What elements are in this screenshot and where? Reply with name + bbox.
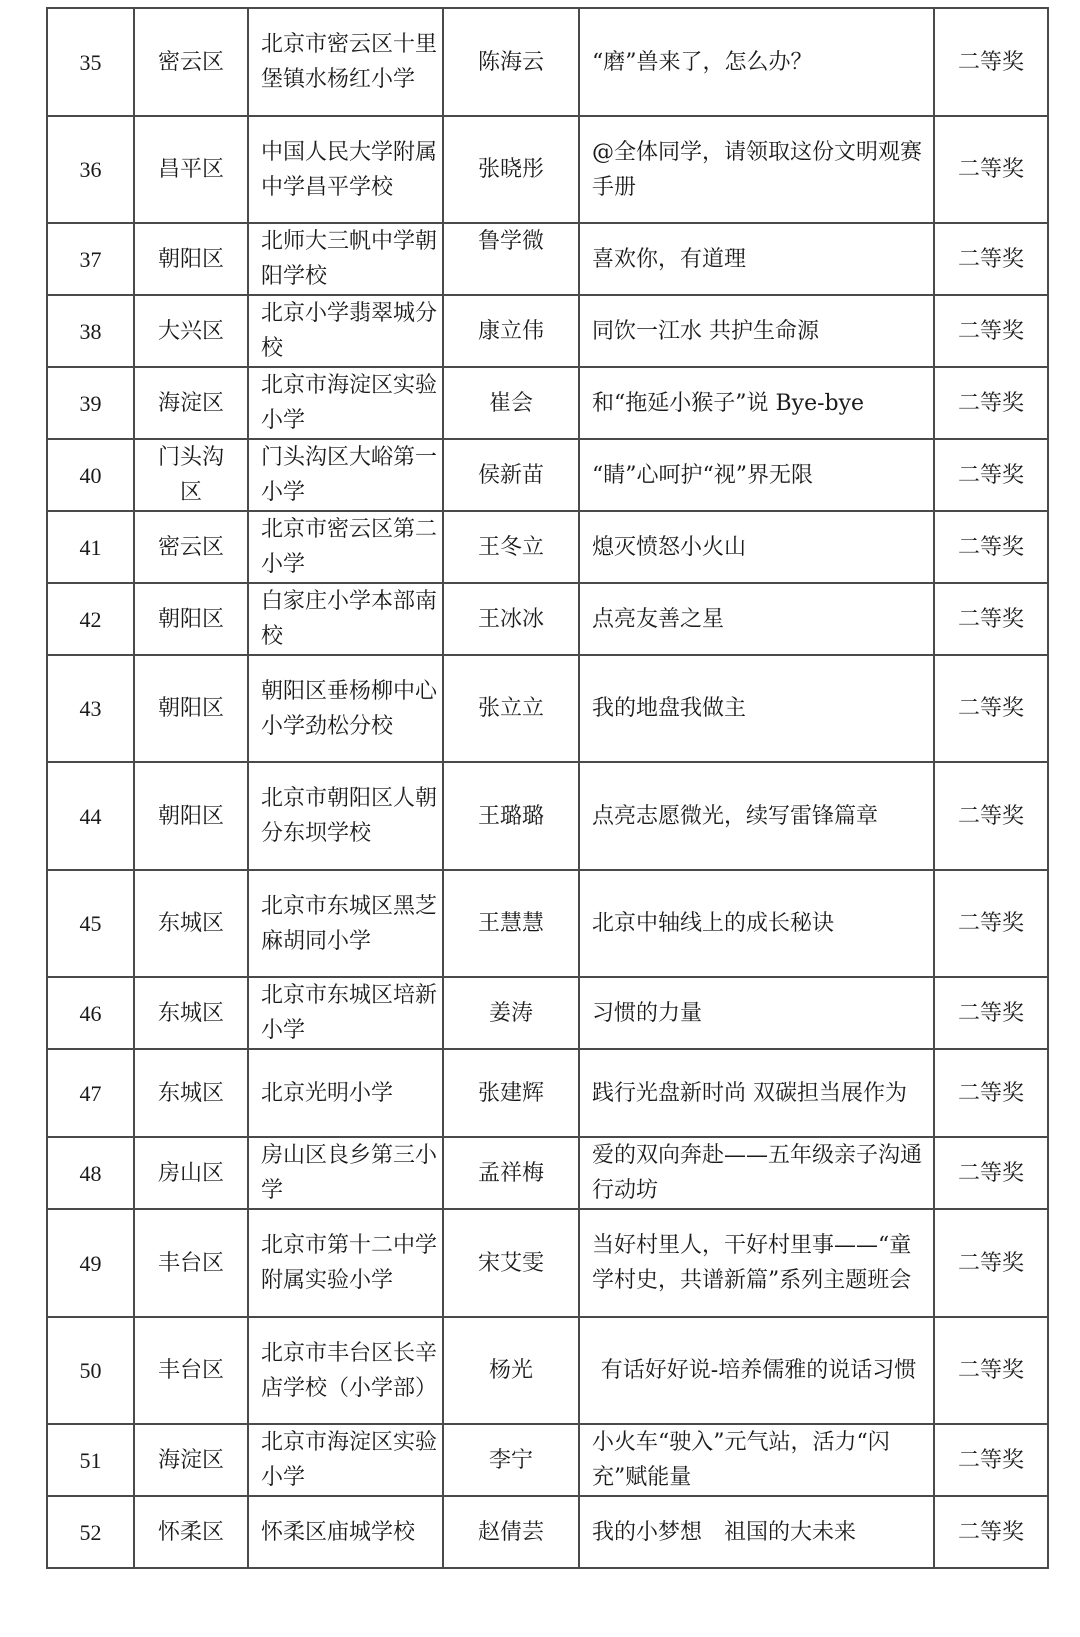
table-row (47, 439, 1048, 511)
cell-prize: 二等奖 (934, 8, 1048, 116)
cell-number: 43 (47, 655, 134, 762)
cell-district: 朝阳区 (134, 655, 248, 762)
cell-prize: 二等奖 (934, 1317, 1048, 1424)
cell-school: 北京光明小学 (248, 1049, 443, 1137)
cell-title: 点亮志愿微光，续写雷锋篇章 (579, 762, 934, 870)
cell-prize: 二等奖 (934, 762, 1048, 870)
cell-teacher: 王冬立 (443, 511, 579, 583)
cell-number: 50 (47, 1317, 134, 1424)
cell-district: 丰台区 (134, 1209, 248, 1317)
cell-school: 白家庄小学本部南校 (248, 583, 443, 655)
cell-district: 密云区 (134, 8, 248, 116)
cell-school: 北京小学翡翠城分校 (248, 295, 443, 367)
district-text: 门头沟区 (157, 445, 224, 505)
cell-school: 北京市海淀区实验小学 (248, 1424, 443, 1496)
table-row (47, 223, 1048, 295)
cell-teacher: 王慧慧 (443, 870, 579, 977)
cell-title: 当好村里人，干好村里事——“童学村史，共谱新篇”系列主题班会 (579, 1209, 934, 1317)
cell-school: 房山区良乡第三小学 (248, 1137, 443, 1209)
table-row (47, 1496, 1048, 1568)
cell-title: 熄灭愤怒小火山 (579, 511, 934, 583)
cell-school: 北京市东城区培新小学 (248, 977, 443, 1049)
cell-number: 42 (47, 583, 134, 655)
table-row (47, 1049, 1048, 1137)
cell-number: 37 (47, 223, 134, 295)
cell-title: 我的地盘我做主 (579, 655, 934, 762)
cell-title: 小火车“驶入”元气站，活力“闪充”赋能量 (579, 1424, 934, 1496)
cell-school: 门头沟区大峪第一小学 (248, 439, 443, 511)
cell-teacher: 侯新苗 (443, 439, 579, 511)
cell-teacher: 鲁学微 (443, 223, 579, 295)
cell-teacher: 宋艾雯 (443, 1209, 579, 1317)
cell-district: 东城区 (134, 977, 248, 1049)
cell-title: “磨”兽来了，怎么办？ (579, 8, 934, 116)
cell-prize: 二等奖 (934, 223, 1048, 295)
cell-school: 北京市东城区黑芝麻胡同小学 (248, 870, 443, 977)
cell-title: @全体同学，请领取这份文明观赛手册 (579, 116, 934, 223)
cell-school: 北京市密云区十里堡镇水杨红小学 (248, 8, 443, 116)
cell-prize: 二等奖 (934, 1424, 1048, 1496)
awards-table (46, 7, 1049, 1569)
table-row (47, 295, 1048, 367)
cell-teacher: 赵倩芸 (443, 1496, 579, 1568)
cell-title: 和“拖延小猴子”说 Bye-bye (579, 367, 934, 439)
cell-teacher: 康立伟 (443, 295, 579, 367)
cell-school: 北京市第十二中学附属实验小学 (248, 1209, 443, 1317)
cell-title: 北京中轴线上的成长秘诀 (579, 870, 934, 977)
cell-number: 52 (47, 1496, 134, 1568)
cell-teacher: 张立立 (443, 655, 579, 762)
table-row (47, 116, 1048, 223)
cell-teacher: 姜涛 (443, 977, 579, 1049)
cell-school: 朝阳区垂杨柳中心小学劲松分校 (248, 655, 443, 762)
cell-prize: 二等奖 (934, 116, 1048, 223)
cell-school: 怀柔区庙城学校 (248, 1496, 443, 1568)
cell-number: 41 (47, 511, 134, 583)
cell-district: 朝阳区 (134, 762, 248, 870)
table-row (47, 1137, 1048, 1209)
cell-prize: 二等奖 (934, 1049, 1048, 1137)
cell-school: 北京市朝阳区人朝分东坝学校 (248, 762, 443, 870)
cell-teacher: 李宁 (443, 1424, 579, 1496)
table-row (47, 1209, 1048, 1317)
cell-title: 践行光盘新时尚 双碳担当展作为 (579, 1049, 934, 1137)
table-row (47, 1317, 1048, 1424)
cell-title: 点亮友善之星 (579, 583, 934, 655)
cell-title: 我的小梦想 祖国的大未来 (579, 1496, 934, 1568)
cell-prize: 二等奖 (934, 1209, 1048, 1317)
cell-district: 朝阳区 (134, 583, 248, 655)
cell-school: 北京市丰台区长辛店学校（小学部） (248, 1317, 443, 1424)
cell-teacher: 王冰冰 (443, 583, 579, 655)
cell-district: 大兴区 (134, 295, 248, 367)
cell-prize: 二等奖 (934, 583, 1048, 655)
cell-number: 48 (47, 1137, 134, 1209)
cell-district: 东城区 (134, 1049, 248, 1137)
cell-district: 密云区 (134, 511, 248, 583)
cell-number: 36 (47, 116, 134, 223)
table-row (47, 367, 1048, 439)
cell-title: 有话好好说-培养儒雅的说话习惯 (579, 1317, 934, 1424)
cell-teacher: 王璐璐 (443, 762, 579, 870)
cell-school: 北京市密云区第二小学 (248, 511, 443, 583)
cell-number: 38 (47, 295, 134, 367)
table-row (47, 511, 1048, 583)
table-row (47, 655, 1048, 762)
cell-number: 47 (47, 1049, 134, 1137)
cell-title: 喜欢你，有道理 (579, 223, 934, 295)
cell-number: 49 (47, 1209, 134, 1317)
cell-teacher: 孟祥梅 (443, 1137, 579, 1209)
cell-district: 东城区 (134, 870, 248, 977)
table-row (47, 870, 1048, 977)
cell-district (134, 439, 248, 511)
cell-title: 爱的双向奔赴——五年级亲子沟通行动坊 (579, 1137, 934, 1209)
cell-number: 40 (47, 439, 134, 511)
cell-school: 北师大三帆中学朝阳学校 (248, 223, 443, 295)
cell-title: 习惯的力量 (579, 977, 934, 1049)
cell-number: 35 (47, 8, 134, 116)
cell-district: 朝阳区 (134, 223, 248, 295)
table-row (47, 977, 1048, 1049)
cell-school: 北京市海淀区实验小学 (248, 367, 443, 439)
cell-title: 同饮一江水 共护生命源 (579, 295, 934, 367)
cell-district: 海淀区 (134, 1424, 248, 1496)
cell-prize: 二等奖 (934, 1496, 1048, 1568)
cell-prize: 二等奖 (934, 1137, 1048, 1209)
cell-district: 房山区 (134, 1137, 248, 1209)
cell-number: 51 (47, 1424, 134, 1496)
table-row (47, 762, 1048, 870)
cell-teacher: 张晓彤 (443, 116, 579, 223)
cell-district: 海淀区 (134, 367, 248, 439)
cell-prize: 二等奖 (934, 295, 1048, 367)
cell-prize: 二等奖 (934, 977, 1048, 1049)
cell-teacher: 杨光 (443, 1317, 579, 1424)
cell-teacher: 崔会 (443, 367, 579, 439)
table-row (47, 583, 1048, 655)
cell-teacher: 陈海云 (443, 8, 579, 116)
cell-number: 44 (47, 762, 134, 870)
table-row (47, 1424, 1048, 1496)
cell-school: 中国人民大学附属中学昌平学校 (248, 116, 443, 223)
cell-number: 45 (47, 870, 134, 977)
cell-district: 丰台区 (134, 1317, 248, 1424)
cell-prize: 二等奖 (934, 870, 1048, 977)
cell-prize: 二等奖 (934, 439, 1048, 511)
cell-teacher: 张建辉 (443, 1049, 579, 1137)
cell-prize: 二等奖 (934, 655, 1048, 762)
cell-number: 39 (47, 367, 134, 439)
cell-prize: 二等奖 (934, 367, 1048, 439)
table-row (47, 8, 1048, 116)
cell-district: 怀柔区 (134, 1496, 248, 1568)
cell-number: 46 (47, 977, 134, 1049)
cell-prize: 二等奖 (934, 511, 1048, 583)
cell-district: 昌平区 (134, 116, 248, 223)
cell-title: “睛”心呵护“视”界无限 (579, 439, 934, 511)
